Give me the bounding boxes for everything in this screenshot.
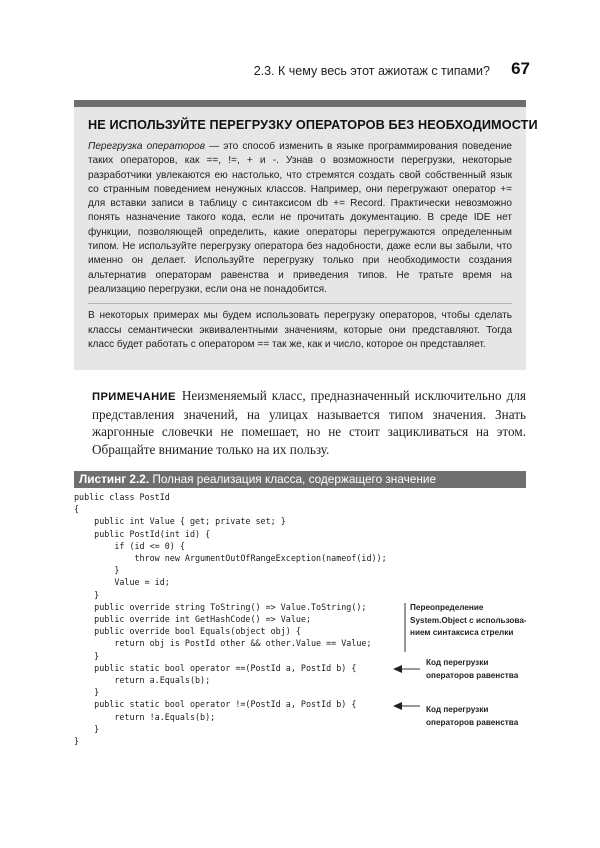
sidebar-paragraph-1-body: — это способ изменить в языке программирования поведение таких операторов, как ==, !=, + и -. Узнав о возможности перегрузки, некоторые разработчики увлекаются ею настолько, что стремятся создать свой собственный язык со странным поведением ненужных классов. Например, они перегружают оператор += для вставки записи в таблицу с синтаксисом db += Record. Практически невозможно понять назначение такого кода, если не прочитать документацию. В среде IDE нет функции, позволяющей определить, какие операторы перегружаются определенным типом. Не используйте перегрузку оператора без надобности, даже если вы забыли, что именно он делает. Используйте перегрузку только при необходимости создания альтернатив операторам равенства и приведения типов. Не тратьте время на реализацию перегрузки, если она не понадобится. xyxy=(88,141,513,295)
code-listing: public class PostId { public int Value { get; private set; } public PostId(int id) { if (id <= 0) { throw new ArgumentOutOfRangeException(nameof(id)); } Value = id; } public override string ToString() => Value.ToString(); public override int GetHashCode() => Value; public override bool Equals(object obj) { return obj is PostId other && other.Value == Value; } public static bool operator ==(PostId a, PostId b) { return a.Equals(b); } public static bool operator !=(PostId a, PostId b) { return !a.Equals(b); } } xyxy=(74,492,387,747)
listing-label: Листинг 2.2. xyxy=(79,472,150,486)
neq-arrow-head xyxy=(393,702,402,710)
annotation-equality-overload: Код перегрузки операторов равенства xyxy=(426,658,519,680)
note-text: Неизменяемый класс, предназначенный исключительно для представления значений, на улицах называется типом значения. Знать жаргонные словечки не помешает, но не стоит зацикливаться на этом. Обращайте внимание только на их пользу. xyxy=(92,388,526,457)
annotation-inequality-overload: Код перегрузки операторов равенства xyxy=(426,705,519,727)
sidebar-paragraph-2: В некоторых примерах мы будем использовать перегрузку операторов, чтобы сделать классы семантически эквивалентными значениям, которые они представляют. Тогда класс будет работать с оператором == так же, как и число, которое он представляет. xyxy=(88,310,512,350)
sidebar-term: Перегрузка операторов xyxy=(88,141,206,152)
annotation-arrow-syntax: Переопределение System.Object с использова- нием синтаксиса стрелки xyxy=(410,603,527,637)
note-label: ПРИМЕЧАНИЕ xyxy=(92,391,176,403)
page-number: 67 xyxy=(511,59,530,78)
eq-arrow-head xyxy=(393,665,402,673)
listing-caption-text: Полная реализация класса, содержащего значение xyxy=(149,472,436,486)
running-header: 2.3. К чему весь этот ажиотаж с типами? xyxy=(253,64,490,78)
sidebar-title: НЕ ИСПОЛЬЗУЙТЕ ПЕРЕГРУЗКУ ОПЕРАТОРОВ БЕЗ НЕОБХОДИМОСТИ xyxy=(88,118,538,132)
